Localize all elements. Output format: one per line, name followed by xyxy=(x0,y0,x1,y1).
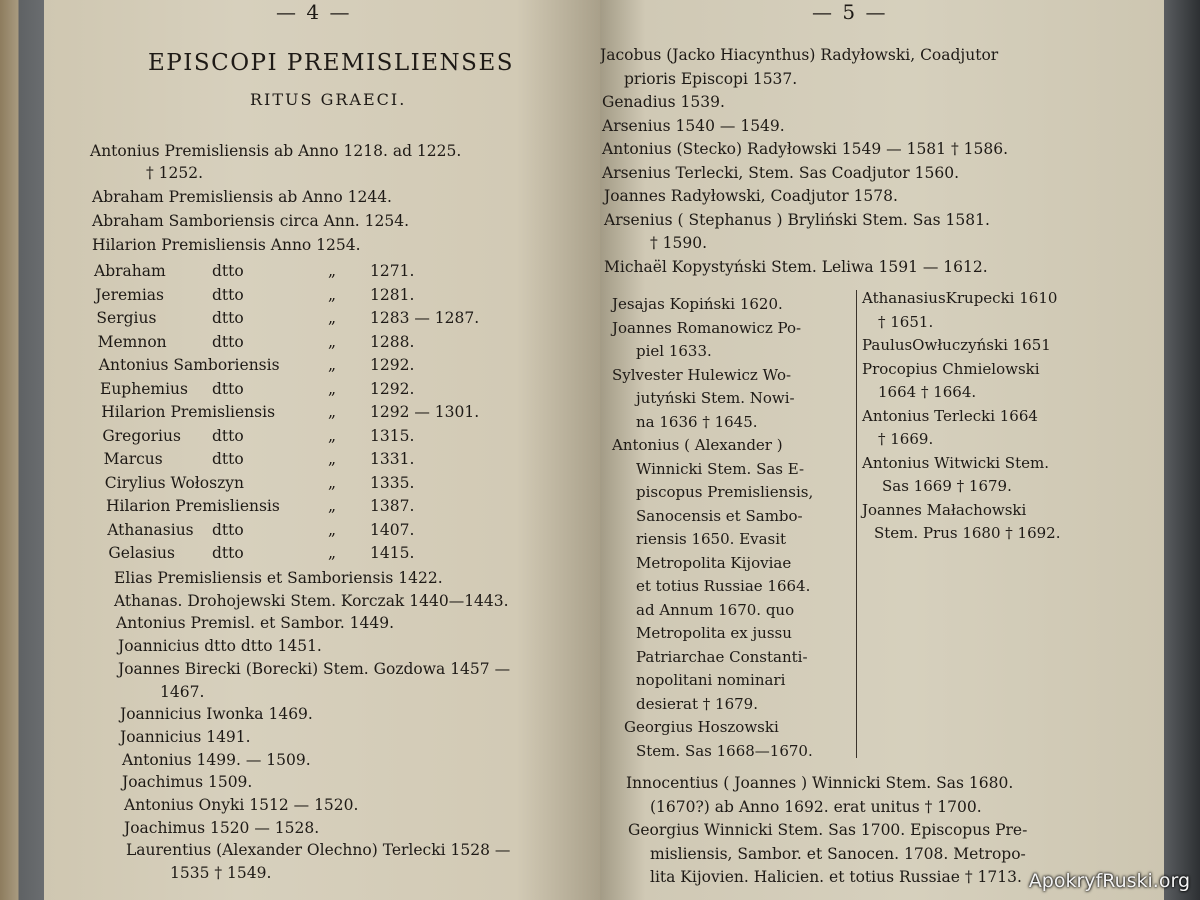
text-line: Hilarion Premisliensis Anno 1254. xyxy=(92,236,361,254)
quote-mark: „ xyxy=(328,497,337,515)
year-value: 1283 — 1287. xyxy=(370,309,480,327)
quote-mark: „ xyxy=(328,544,337,562)
bishop-name: Cirylius Wołoszyn xyxy=(104,473,244,492)
text-line: Joannes Radyłowski, Coadjutor 1578. xyxy=(604,187,898,205)
year-value: 1271. xyxy=(370,262,415,280)
text-line: Abraham Samboriensis circa Ann. 1254. xyxy=(92,212,410,230)
text-line: 1467. xyxy=(160,682,205,701)
quote-mark: „ xyxy=(328,520,337,539)
text-line: Athanas. Drohojewski Stem. Korczak 1440—1443. xyxy=(114,591,509,610)
year-value: 1415. xyxy=(370,544,415,562)
ditto-mark: dtto xyxy=(212,426,244,445)
year-value: 1288. xyxy=(370,332,415,351)
ditto-mark: dtto xyxy=(212,309,244,327)
bishop-name: Gelasius xyxy=(108,544,175,562)
text-line: Joannicius Iwonka 1469. xyxy=(120,705,313,724)
right-column xyxy=(862,287,1060,546)
left-column xyxy=(612,293,813,763)
column-line: Stem. Prus 1680 † 1692. xyxy=(874,524,1061,542)
year-value: 1387. xyxy=(370,497,415,515)
text-line: † 1590. xyxy=(650,234,708,252)
quote-mark: „ xyxy=(328,332,337,351)
year-value: 1335. xyxy=(370,473,415,492)
bishop-name: Memnon xyxy=(97,332,167,351)
column-line: Jesajas Kopiński 1620. xyxy=(612,295,783,313)
column-line: desierat † 1679. xyxy=(636,694,758,713)
column-line: PaulusOwłuczyński 1651 xyxy=(862,336,1051,354)
right-page xyxy=(600,0,1164,900)
column-line: Antonius Witwicki Stem. xyxy=(862,453,1049,472)
text-line: Genadius 1539. xyxy=(602,93,725,111)
page-subheading: RITUS GRAECI. xyxy=(250,90,407,109)
text-line: Joannicius 1491. xyxy=(120,727,251,746)
text-line: lita Kijovien. Halicien. et totius Russiae † 1713. xyxy=(650,868,1022,886)
column-line: jutyński Stem. Nowi- xyxy=(636,389,795,407)
text-line: Georgius Winnicki Stem. Sas 1700. Episcopus Pre- xyxy=(628,821,1028,839)
column-line: Procopius Chmielowski xyxy=(862,359,1040,378)
year-value: 1407. xyxy=(370,520,415,539)
text-line: Joachimus 1509. xyxy=(122,773,253,792)
bishop-name: Abraham xyxy=(94,262,166,280)
text-line: Antonius Premisliensis ab Anno 1218. ad 1225. xyxy=(90,142,462,160)
year-value: 1281. xyxy=(370,285,415,304)
column-line: Sas 1669 † 1679. xyxy=(882,477,1012,495)
column-line: piscopus Premisliensis, xyxy=(636,483,814,501)
bishop-name: Marcus xyxy=(103,450,163,468)
column-line: Sylvester Hulewicz Wo- xyxy=(612,365,792,384)
bishop-name: Antonius Samboriensis xyxy=(98,356,280,374)
quote-mark: „ xyxy=(328,426,337,445)
text-line: Arsenius 1540 — 1549. xyxy=(602,116,785,135)
column-line: † 1651. xyxy=(878,312,934,331)
column-line: Antonius Terlecki 1664 xyxy=(862,406,1038,425)
column-line: na 1636 † 1645. xyxy=(636,412,758,431)
column-line: Joannes Romanowicz Po- xyxy=(612,318,802,337)
column-line: Winnicki Stem. Sas E- xyxy=(636,459,805,478)
ditto-mark: dtto xyxy=(212,285,244,304)
column-line: AthanasiusKrupecki 1610 xyxy=(862,289,1058,307)
text-line: Laurentius (Alexander Olechno) Terlecki 1528 — xyxy=(126,841,511,860)
column-line: riensis 1650. Evasit xyxy=(636,530,787,548)
text-line: 1535 † 1549. xyxy=(170,864,272,883)
year-value: 1292. xyxy=(370,379,415,398)
page-heading: EPISCOPI PREMISLIENSES xyxy=(148,50,514,76)
bishop-name: Hilarion Premisliensis xyxy=(101,403,276,421)
ditto-mark: dtto xyxy=(212,332,244,351)
text-line: Abraham Premisliensis ab Anno 1244. xyxy=(92,188,392,206)
column-divider xyxy=(856,290,857,758)
quote-mark: „ xyxy=(328,262,337,280)
ditto-mark: dtto xyxy=(212,379,244,398)
ditto-mark: dtto xyxy=(212,544,244,562)
text-line: Antonius Onyki 1512 — 1520. xyxy=(124,796,359,814)
quote-mark: „ xyxy=(328,379,337,398)
text-line: Antonius (Stecko) Radyłowski 1549 — 1581 † 1586. xyxy=(602,140,1009,158)
ditto-mark: dtto xyxy=(212,520,244,539)
bishop-name: Jeremias xyxy=(95,285,165,304)
quote-mark: „ xyxy=(328,356,337,374)
quote-mark: „ xyxy=(328,450,337,468)
text-line: Elias Premisliensis et Samboriensis 1422. xyxy=(114,569,443,587)
column-line: et totius Russiae 1664. xyxy=(636,577,811,595)
column-line: Georgius Hoszowski xyxy=(624,718,779,736)
bishop-name: Euphemius xyxy=(100,379,188,398)
quote-mark: „ xyxy=(328,403,337,421)
column-line: Metropolita ex jussu xyxy=(636,624,792,642)
bishop-name: Gregorius xyxy=(102,426,181,445)
bishop-name: Hilarion Premisliensis xyxy=(106,497,280,515)
book-edge-right xyxy=(1164,0,1200,900)
text-line: Antonius 1499. — 1509. xyxy=(122,750,311,769)
text-line: Joachimus 1520 — 1528. xyxy=(124,818,320,837)
column-line: ad Annum 1670. quo xyxy=(636,600,795,619)
text-line: prioris Episcopi 1537. xyxy=(624,69,798,88)
column-line: Stem. Sas 1668—1670. xyxy=(636,741,813,760)
text-line: Antonius Premisl. et Sambor. 1449. xyxy=(116,614,395,633)
text-line: † 1252. xyxy=(146,164,204,182)
column-line: piel 1633. xyxy=(636,342,712,360)
bishop-name: Athanasius xyxy=(107,520,194,539)
quote-mark: „ xyxy=(328,309,337,327)
quote-mark: „ xyxy=(328,285,337,304)
text-line: Arsenius ( Stephanus ) Bryliński Stem. Sas 1581. xyxy=(604,210,990,229)
column-line: Patriarchae Constanti- xyxy=(636,647,808,666)
page-number-right: — 5 — xyxy=(812,0,888,24)
book-edge-left xyxy=(0,0,44,900)
text-line: Joannes Birecki (Borecki) Stem. Gozdowa 1457 — xyxy=(118,659,511,678)
year-value: 1292. xyxy=(370,356,415,374)
text-line: Jacobus (Jacko Hiacynthus) Radyłowski, Coadjutor xyxy=(600,46,999,64)
text-line: Joannicius dtto dtto 1451. xyxy=(118,637,322,656)
bishop-name: Sergius xyxy=(96,309,157,327)
year-value: 1292 — 1301. xyxy=(370,403,480,421)
text-line: (1670?) ab Anno 1692. erat unitus † 1700. xyxy=(650,797,982,816)
year-value: 1315. xyxy=(370,426,415,445)
column-line: nopolitani nominari xyxy=(636,671,786,689)
text-line: Michaël Kopystyński Stem. Leliwa 1591 — 1612. xyxy=(604,257,988,276)
text-line: Innocentius ( Joannes ) Winnicki Stem. Sas 1680. xyxy=(626,774,1014,792)
column-line: Sanocensis et Sambo- xyxy=(636,506,803,525)
left-page xyxy=(44,0,600,900)
ditto-mark: dtto xyxy=(212,262,244,280)
column-line: Antonius ( Alexander ) xyxy=(612,436,783,454)
column-line: Joannes Małachowski xyxy=(862,500,1027,519)
year-value: 1331. xyxy=(370,450,415,468)
ditto-mark: dtto xyxy=(212,450,244,468)
column-line: 1664 † 1664. xyxy=(878,383,977,401)
watermark: ApokryfRuski.org xyxy=(1028,870,1190,892)
text-line: Arsenius Terlecki, Stem. Sas Coadjutor 1560. xyxy=(602,163,959,182)
quote-mark: „ xyxy=(328,473,337,492)
column-line: † 1669. xyxy=(878,430,934,448)
text-line: misliensis, Sambor. et Sanocen. 1708. Metropo- xyxy=(650,844,1026,863)
column-line: Metropolita Kijoviae xyxy=(636,553,792,572)
page-number-left: — 4 — xyxy=(276,0,352,24)
